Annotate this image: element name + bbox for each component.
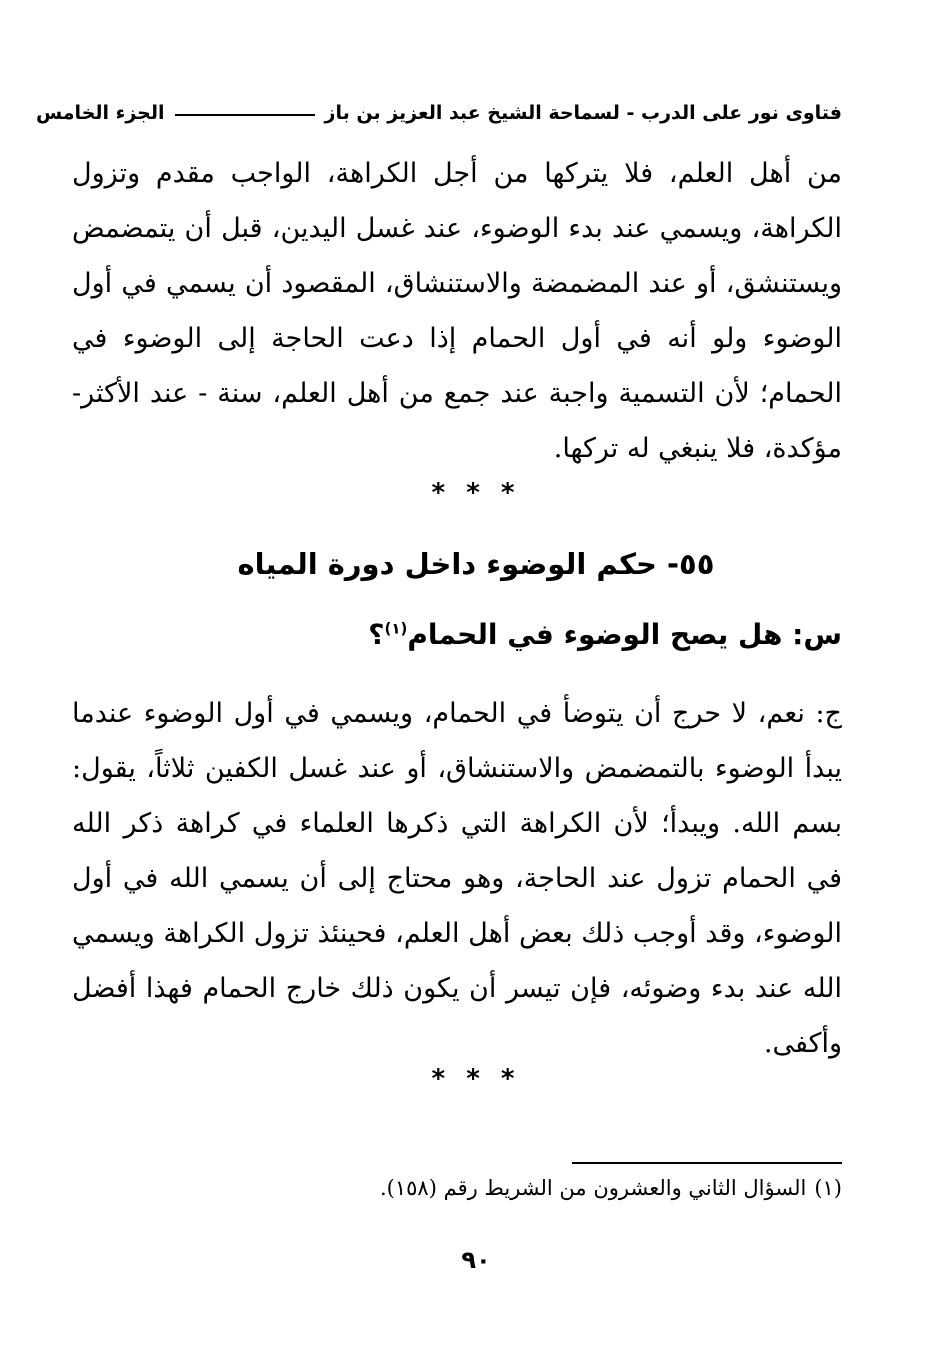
- paragraph-continuation: من أهل العلم، فلا يتركها من أجل الكراهة، الواجب مقدم وتزول الكراهة، ويسمي عند بدء الوضوء، عند غسل اليدين، قبل أن يتمضمض ويستنشق، أو عند المضمضة والاستنشاق، المقصود أن يسمي في أول الوضوء ولو أنه في أول الحمام إذا دعت الحاجة إلى الوضوء في الحمام؛ لأن التسمية واجبة عند جمع من أهل العلم، سنة - عند الأكثر- مؤكدة، فلا ينبغي له تركها.: [72, 158, 842, 464]
- footnote-reference: (١): [384, 619, 408, 638]
- footnote-marker: (١): [814, 1176, 842, 1200]
- page-number: ٩٠: [461, 1246, 491, 1274]
- section-heading: ٥٥- حكم الوضوء داخل دورة المياه: [237, 547, 715, 581]
- section-separator: * * *: [431, 478, 521, 508]
- section-separator-end: * * *: [431, 1064, 521, 1094]
- header-book-title: فتاوى نور على الدرب - لسماحة الشيخ عبد العزيز بن باز: [324, 102, 842, 124]
- footnote-text: السؤال الثاني والعشرون من الشريط رقم (١٥٨).: [380, 1176, 807, 1200]
- header-rule: [175, 114, 315, 116]
- answer-paragraph: ج: نعم، لا حرج أن يتوضأ في الحمام، ويسمي في أول الوضوء عندما يبدأ الوضوء بالتمضمض والاستنشاق، أو عند غسل الكفين ثلاثاً، يقول: بسم الله. ويبدأ؛ لأن الكراهة التي ذكرها العلماء في كراهة ذكر الله في الحمام تزول عند الحاجة، وهو محتاج إلى أن يسمي الله في أول الوضوء، وقد أوجب ذلك بعض أهل العلم، فحينئذ تزول الكراهة ويسمي الله عند بدء وضوئه، فإن تيسر أن يكون ذلك خارج الحمام فهذا أفضل وأكفى.: [72, 698, 842, 1059]
- running-header: [35, 88, 842, 124]
- footnote: [380, 1176, 842, 1200]
- footnote-divider: [572, 1162, 842, 1164]
- question-text: س: هل يصح الوضوء في الحمام: [407, 618, 842, 651]
- header-volume: الجزء الخامس: [35, 102, 165, 124]
- question-mark: ؟: [368, 618, 385, 651]
- question: [368, 618, 842, 651]
